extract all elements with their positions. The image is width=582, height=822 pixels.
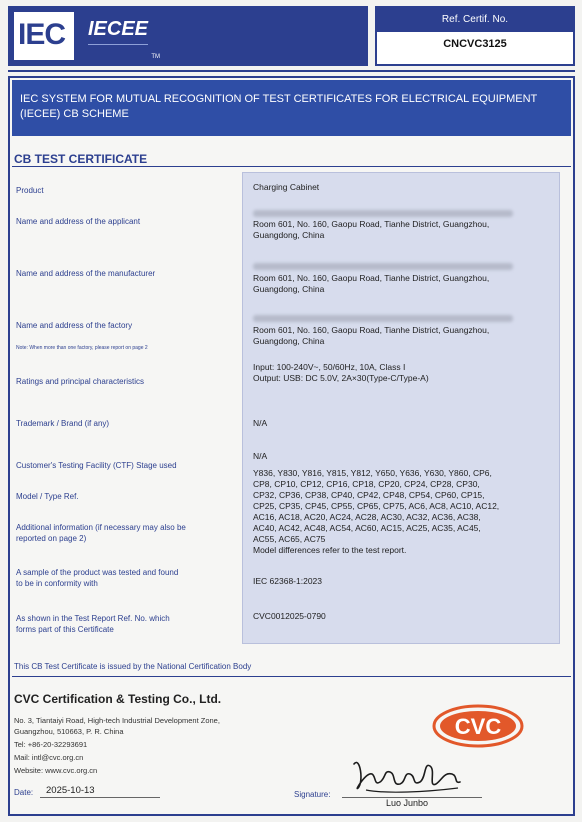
issued-by-statement: This CB Test Certificate is issued by the National Certification Body xyxy=(14,662,252,671)
header-divider xyxy=(8,70,575,72)
label-factory: Name and address of the factory xyxy=(16,321,133,330)
redacted-factory-name xyxy=(253,315,513,322)
ref-certificate-label: Ref. Certif. No. xyxy=(377,8,573,32)
label-additional-1: Additional information (if necessary may also be xyxy=(16,523,186,532)
redacted-manufacturer-name xyxy=(253,263,513,270)
iecee-trademark: TM xyxy=(151,54,160,60)
value-model-line: AC16, AC18, AC20, AC24, AC28, AC30, AC32, AC36, AC38, xyxy=(253,512,481,522)
body-tel: Tel: +86-20-32293691 xyxy=(14,740,88,749)
iecee-logo-text: IECEE xyxy=(88,18,149,40)
date-line xyxy=(40,797,160,798)
label-additional-2: reported on page 2) xyxy=(16,534,87,543)
label-report-1: As shown in the Test Report Ref. No. which xyxy=(16,614,170,623)
iec-logo xyxy=(12,10,76,62)
certification-body-name: CVC Certification & Testing Co., Ltd. xyxy=(14,692,222,706)
values-panel xyxy=(242,172,560,644)
scheme-banner xyxy=(12,80,571,136)
ref-certificate-box xyxy=(375,6,575,66)
value-ctf: N/A xyxy=(253,451,268,461)
label-trademark: Trademark / Brand (if any) xyxy=(16,419,110,428)
value-model-line: CP32, CP36, CP38, CP40, CP42, CP48, CP54, CP60, CP15, xyxy=(253,490,485,500)
label-ratings: Ratings and principal characteristics xyxy=(16,377,145,386)
iec-logo-text: IEC xyxy=(18,18,66,51)
redacted-applicant-name xyxy=(253,210,513,217)
label-manufacturer: Name and address of the manufacturer xyxy=(16,269,156,278)
certificate-title: CB TEST CERTIFICATE xyxy=(14,152,148,166)
value-model-line: Y836, Y830, Y816, Y815, Y812, Y650, Y636, Y630, Y860, CP6, xyxy=(253,468,492,478)
cvc-logo xyxy=(432,704,524,748)
value-standard: IEC 62368-1:2023 xyxy=(253,576,322,586)
label-ctf: Customer's Testing Facility (CTF) Stage used xyxy=(16,461,177,470)
value-report-number: CVC0012025-0790 xyxy=(253,611,326,621)
label-report-2: forms part of this Certificate xyxy=(16,625,114,634)
label-sample-1: A sample of the product was tested and found xyxy=(16,568,179,577)
date-label: Date: xyxy=(14,788,34,797)
value-applicant-address-1: Room 601, No. 160, Gaopu Road, Tianhe District, Guangzhou, xyxy=(253,219,490,229)
cvc-logo-text: CVC xyxy=(454,714,502,739)
issue-rule xyxy=(12,676,571,677)
date-value: 2025-10-13 xyxy=(46,785,95,796)
title-rule xyxy=(12,166,571,167)
scheme-banner-text: IEC SYSTEM FOR MUTUAL RECOGNITION OF TEST CERTIFICATES FOR ELECTRICAL EQUIPMENT (IECEE) CB SCHEME xyxy=(20,93,538,120)
label-product: Product xyxy=(16,186,44,195)
label-sample-2: to be in conformity with xyxy=(16,579,98,588)
value-model-line: AC55, AC65, AC75 xyxy=(253,534,326,544)
signature-label: Signature: xyxy=(294,790,331,799)
body-mail: Mail: intl@cvc.org.cn xyxy=(14,753,84,762)
label-factory-note: Note: When more than one factory, please report on page 2 xyxy=(16,345,148,351)
value-manufacturer-address-2: Guangdong, China xyxy=(253,284,325,294)
iecee-logo xyxy=(80,10,164,62)
value-model-line: CP25, CP35, CP45, CP55, CP65, CP75, AC6, AC8, AC10, AC12, xyxy=(253,501,500,511)
iecee-logo-underline xyxy=(88,44,148,55)
handwritten-signature xyxy=(346,752,466,796)
value-model-line: AC40, AC42, AC48, AC54, AC60, AC15, AC25, AC35, AC45, xyxy=(253,523,481,533)
body-website: Website: www.cvc.org.cn xyxy=(14,766,98,775)
label-model: Model / Type Ref. xyxy=(16,492,79,501)
value-trademark: N/A xyxy=(253,418,268,428)
value-product: Charging Cabinet xyxy=(253,182,320,192)
body-address-1: No. 3, Tiantaiyi Road, High-tech Industrial Development Zone, xyxy=(14,716,220,725)
value-factory-address-2: Guangdong, China xyxy=(253,336,325,346)
value-model-line: CP8, CP10, CP12, CP16, CP18, CP20, CP24, CP28, CP30, xyxy=(253,479,480,489)
value-manufacturer-address-1: Room 601, No. 160, Gaopu Road, Tianhe District, Guangzhou, xyxy=(253,273,490,283)
value-ratings-input: Input: 100-240V~, 50/60Hz, 10A, Class I xyxy=(253,362,406,372)
label-applicant: Name and address of the applicant xyxy=(16,217,141,226)
value-ratings-output: Output: USB: DC 5.0V, 2A×30(Type-C/Type-A) xyxy=(253,373,429,383)
value-factory-address-1: Room 601, No. 160, Gaopu Road, Tianhe District, Guangzhou, xyxy=(253,325,490,335)
value-applicant-address-2: Guangdong, China xyxy=(253,230,325,240)
ref-certificate-number: CNCVC3125 xyxy=(443,38,507,50)
body-address-2: Guangzhou, 510663, P. R. China xyxy=(14,727,124,736)
value-model-note: Model differences refer to the test report. xyxy=(253,545,407,555)
signatory-name: Luo Junbo xyxy=(386,798,429,808)
